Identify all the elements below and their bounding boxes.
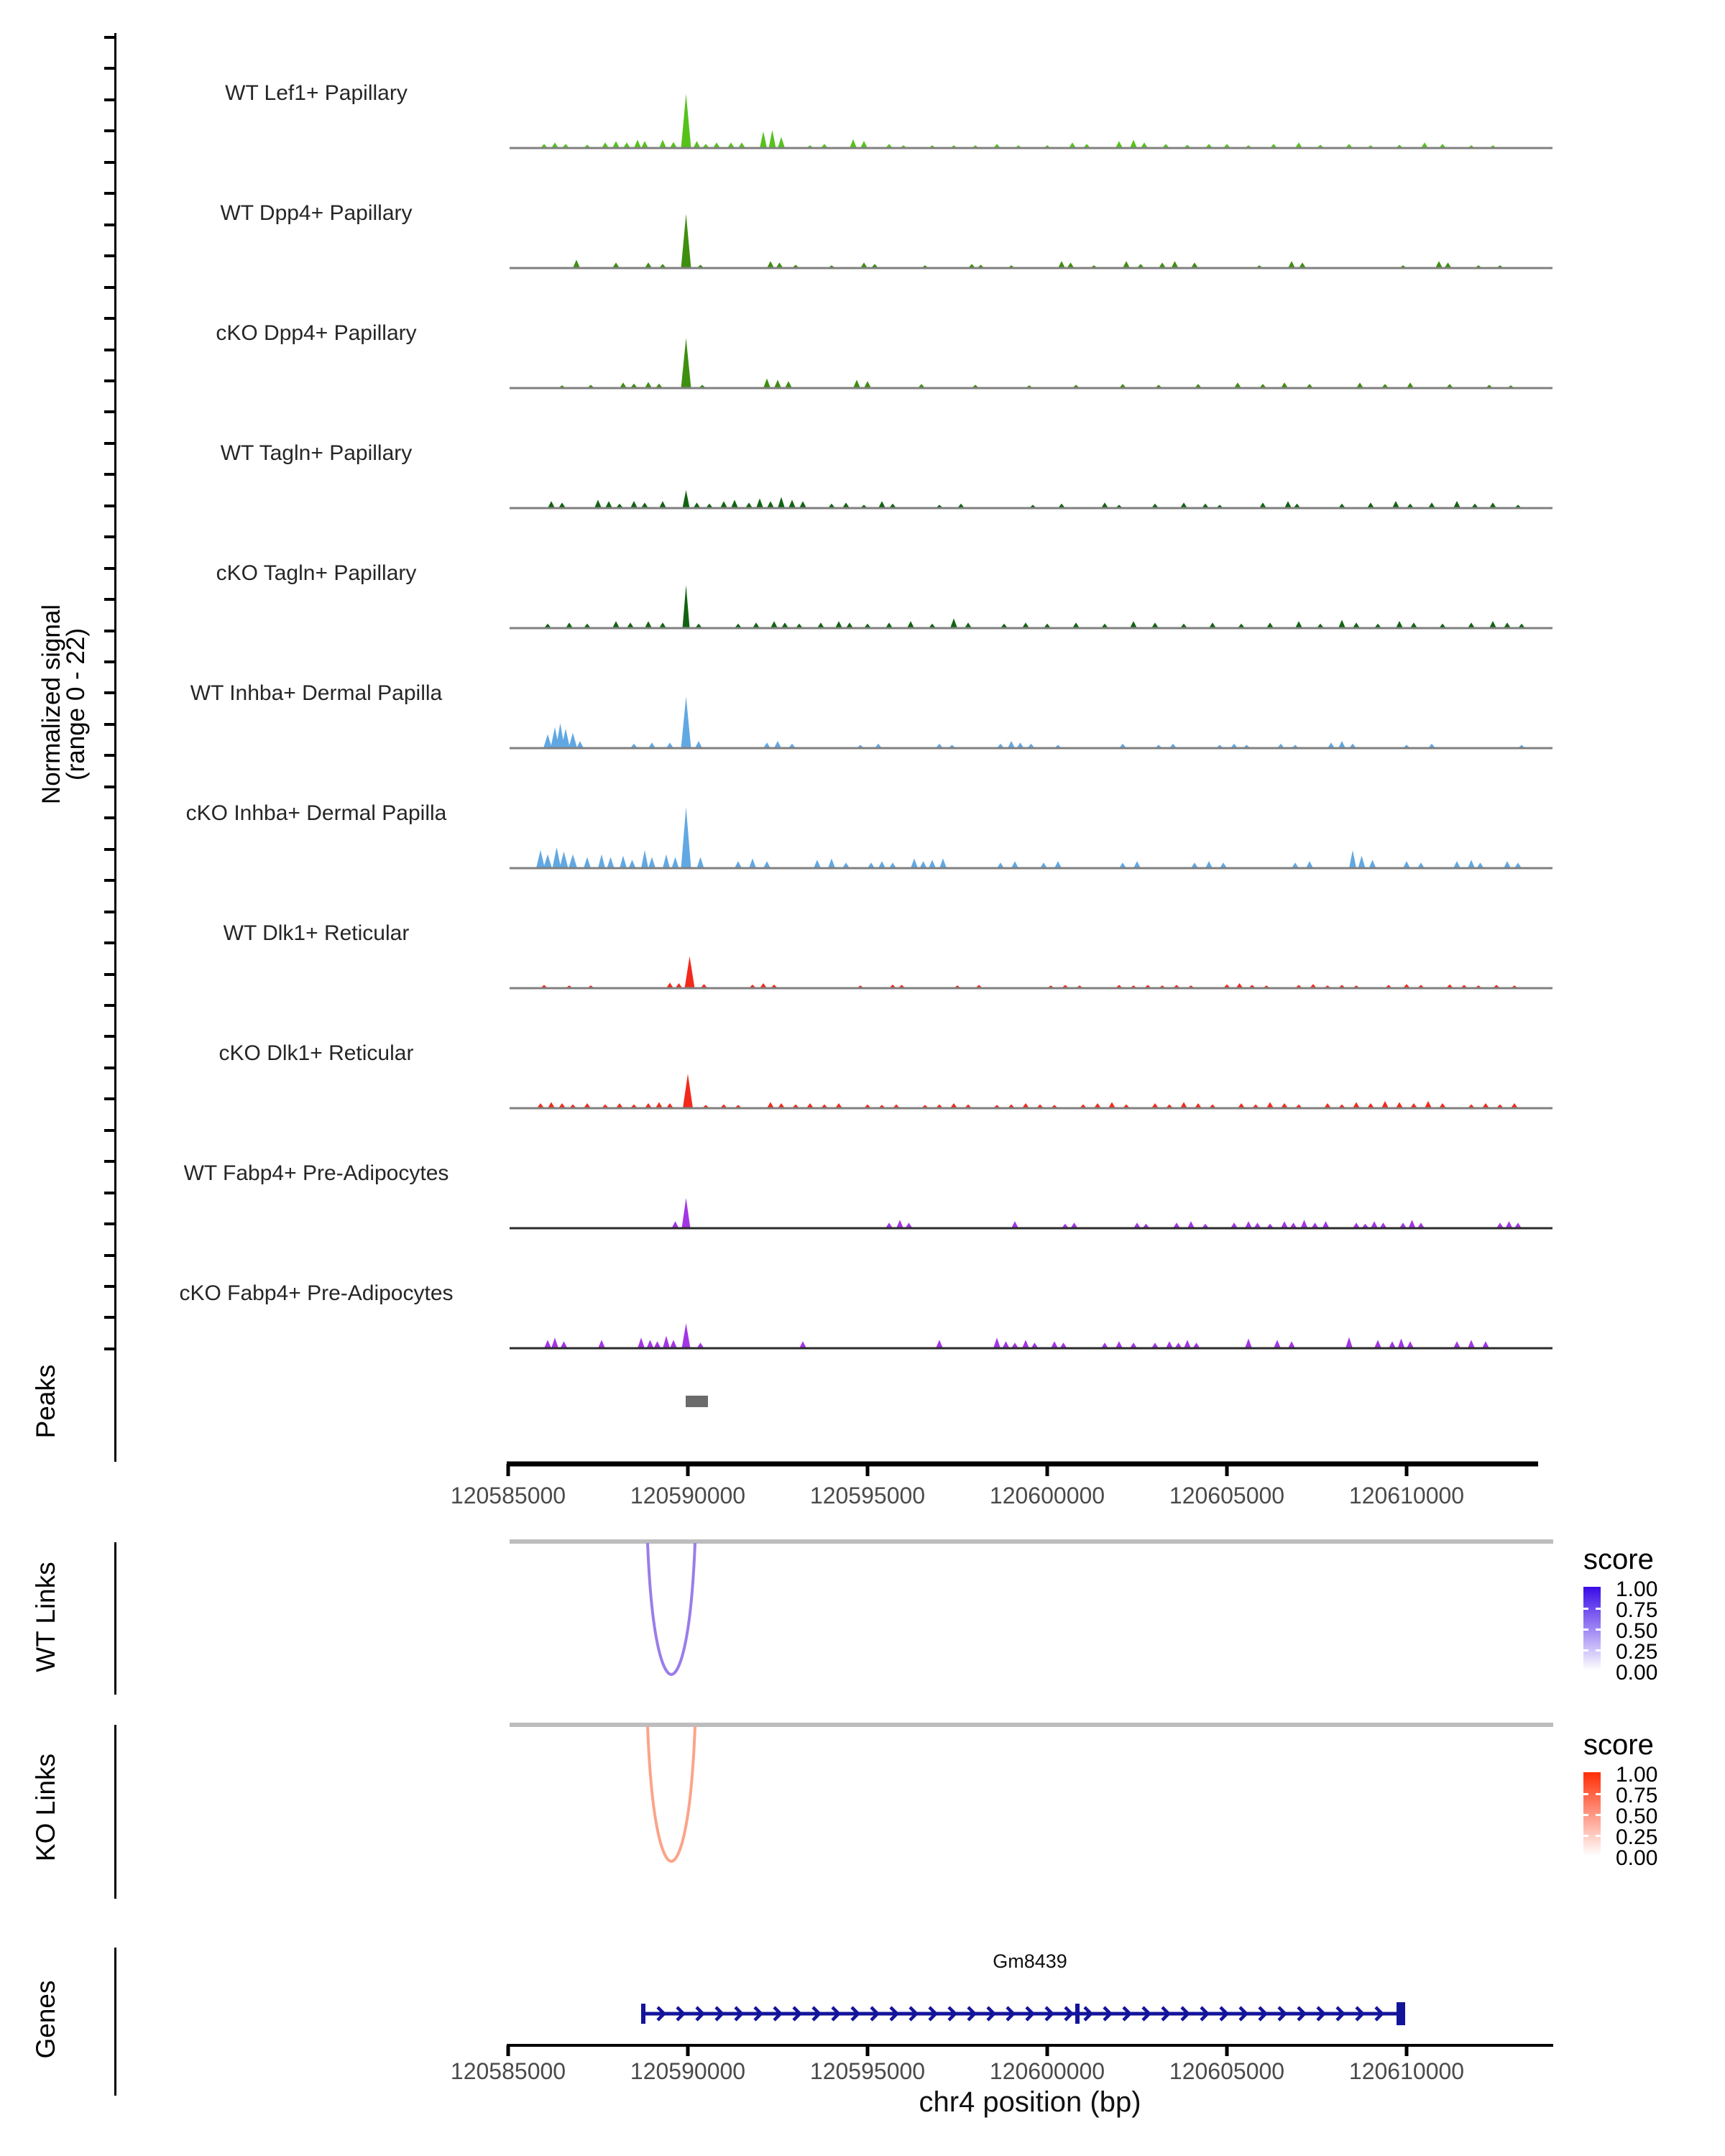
gene-body: [0, 1989, 1725, 2047]
signal-track-2: [0, 279, 1725, 391]
legend-notch: [1596, 1793, 1601, 1795]
ko-links-track: [0, 1722, 1725, 1909]
ko-links-panel-label: KO Links: [31, 1753, 60, 1862]
legend-notch: [1596, 1649, 1601, 1651]
legend-notch: [1583, 1835, 1588, 1837]
track-label-1: WT Dpp4+ Papillary: [220, 201, 413, 225]
axis-tick-label: 120610000: [1348, 1483, 1465, 1508]
signal-track-3: [0, 399, 1725, 511]
axis-tick-label: 120605000: [1169, 1483, 1285, 1508]
y-axis-label-line1: Normalized signal: [37, 604, 65, 805]
y-axis-label-line2: (range 0 - 22): [62, 627, 90, 781]
score-legend-value: 1.00: [1616, 1763, 1658, 1787]
score-legend-value: 0.00: [1616, 1846, 1658, 1870]
axis-tick-label: 120600000: [989, 2058, 1105, 2084]
axis-tick-label: 120585000: [450, 2058, 566, 2084]
legend-notch: [1583, 1608, 1588, 1610]
signal-track-10: [0, 1239, 1725, 1351]
score-legend-value: 0.25: [1616, 1825, 1658, 1849]
score-legend-value: 0.50: [1616, 1619, 1658, 1643]
signal-track-9: [0, 1119, 1725, 1231]
track-label-0: WT Lef1+ Papillary: [225, 81, 408, 105]
legend-notch: [1596, 1814, 1601, 1816]
peaks-panel-label: Peaks: [31, 1364, 60, 1439]
score-legend-title-1: score: [1583, 1729, 1654, 1761]
track-label-7: WT Dlk1+ Reticular: [223, 921, 410, 945]
track-label-5: WT Inhba+ Dermal Papilla: [190, 681, 443, 705]
score-legend-value: 0.75: [1616, 1598, 1658, 1622]
gene-name-label: Gm8439: [993, 1950, 1067, 1972]
legend-notch: [1596, 1608, 1601, 1610]
track-label-8: cKO Dlk1+ Reticular: [218, 1041, 414, 1065]
axis-tick-label: 120610000: [1348, 2058, 1465, 2084]
peaks-panel-bracket: [114, 1341, 116, 1462]
track-label-4: cKO Tagln+ Papillary: [216, 561, 417, 585]
axis-tick-label: 120585000: [450, 1483, 566, 1508]
peak-region: [686, 1396, 708, 1407]
score-legend-value: 0.25: [1616, 1640, 1658, 1664]
legend-notch: [1583, 1793, 1588, 1795]
track-label-10: cKO Fabp4+ Pre-Adipocytes: [179, 1281, 454, 1305]
track-label-6: cKO Inhba+ Dermal Papilla: [185, 801, 447, 825]
signal-track-4: [0, 519, 1725, 631]
axis-tick-label: 120600000: [989, 1483, 1105, 1508]
signal-track-8: [0, 999, 1725, 1111]
legend-notch: [1583, 1628, 1588, 1631]
genome-axis-mid: [0, 1459, 1725, 1524]
track-label-2: cKO Dpp4+ Papillary: [216, 321, 417, 345]
signal-track-1: [0, 159, 1725, 271]
score-legend-value: 1.00: [1616, 1577, 1658, 1601]
wt-links-panel-label: WT Links: [31, 1562, 60, 1672]
wt-links-track: [0, 1538, 1725, 1725]
genome-axis-bottom: [0, 2040, 1725, 2090]
x-axis-title: chr4 position (bp): [919, 2086, 1141, 2118]
legend-notch: [1583, 1649, 1588, 1651]
y-axis-tick: [104, 754, 114, 757]
track-label-9: WT Fabp4+ Pre-Adipocytes: [183, 1161, 449, 1185]
genes-panel-label: Genes: [31, 1980, 60, 2059]
axis-tick-label: 120595000: [809, 1483, 926, 1508]
signal-track-6: [0, 759, 1725, 871]
legend-notch: [1596, 1835, 1601, 1837]
track-label-3: WT Tagln+ Papillary: [220, 441, 413, 465]
axis-tick-label: 120605000: [1169, 2058, 1285, 2084]
score-legend-value: 0.00: [1616, 1661, 1658, 1685]
axis-tick-label: 120595000: [809, 2058, 926, 2084]
axis-tick-label: 120590000: [630, 2058, 746, 2084]
legend-notch: [1583, 1814, 1588, 1816]
axis-tick-label: 120590000: [630, 1483, 746, 1508]
score-legend-title-0: score: [1583, 1544, 1654, 1575]
legend-notch: [1596, 1628, 1601, 1631]
signal-track-0: [0, 39, 1725, 151]
score-legend-value: 0.50: [1616, 1805, 1658, 1828]
signal-track-5: [0, 639, 1725, 751]
score-legend-value: 0.75: [1616, 1784, 1658, 1807]
signal-track-7: [0, 879, 1725, 991]
